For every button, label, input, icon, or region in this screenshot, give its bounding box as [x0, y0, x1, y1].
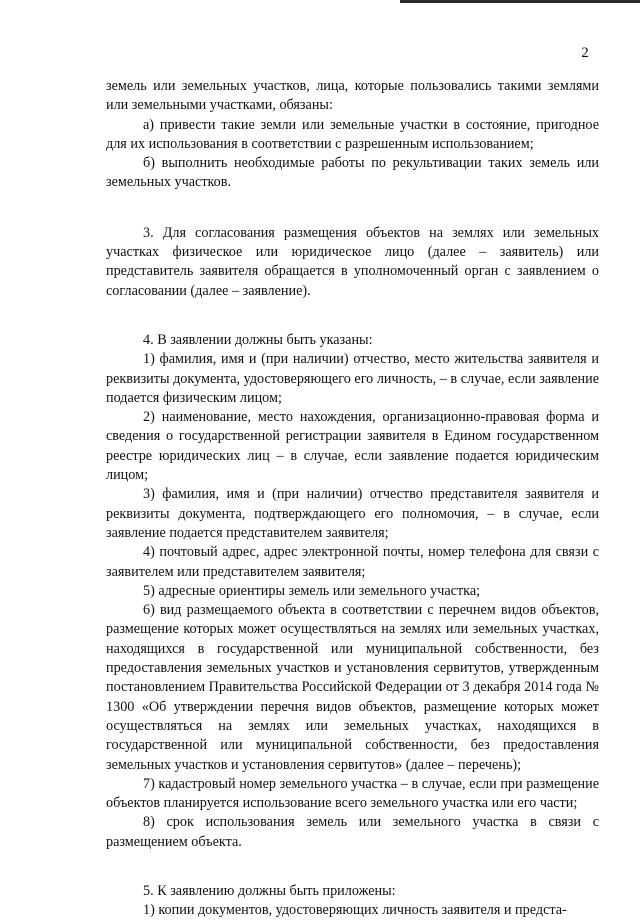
section-4-item-7: 7) кадастровый номер земельного участка – в случае, если при размещение объектов планируется использование всего земельного участка или его части; — [106, 775, 599, 812]
section-3: 3. Для согласования размещения объектов на землях или земельных участках физическое или юридическое лицо (далее – заявитель) или представитель заявителя обращается в уполномоченный орган с заявлением о согласовании (далее – заявление). — [106, 224, 599, 299]
scan-edge-line — [400, 0, 640, 3]
page-number: 2 — [581, 45, 589, 61]
section-gap — [106, 852, 599, 882]
section-4-item-5: 5) адресные ориентиры земель или земельного участка; — [143, 582, 481, 599]
section-4-item-4: 4) почтовый адрес, адрес электронной почты, номер телефона для связи с заявителем или представителем заявителя; — [106, 544, 599, 580]
section-gap — [106, 193, 599, 224]
section-4-item-1: 1) фамилия, имя и (при наличии) отчество, место жительства заявителя и реквизиты документа, удостоверяющего его личность, – в случае, если заявление подается физическим лицом; — [106, 351, 599, 406]
section-4-item-6: 6) вид размещаемого объекта в соответствии с перечнем видов объектов, размещение которых может осуществляться на землях или земельных участках, находящихся в государственной или муниципальной собственности, без предоставления земельных участков и установления сервитутов, утвержденным постановлением Правительства Российской Федерации от 3 декабря 2014 года № 1300 «Об утверждении перечня видов объектов, размещение которых может осуществляться на землях или земельных участках, находящихся в государственной или муниципальной собственности, без предоставления земельных участков и установления сервитутов» (далее – перечень); — [106, 602, 599, 773]
section-4-heading: 4. В заявлении должны быть указаны: — [143, 331, 373, 348]
section-gap — [106, 301, 599, 331]
section-5-item-1: 1) копии документов, удостоверяющих личность заявителя и предста- — [143, 902, 567, 919]
paragraph-item-a: а) привести такие земли или земельные участки в состояние, пригодное для их использования в соответствии с разрешенным использованием; — [106, 116, 599, 152]
document-body — [106, 77, 599, 921]
section-5-heading: 5. К заявлению должны быть приложены: — [143, 882, 396, 899]
paragraph-continuation: земель или земельных участков, лица, которые пользовались такими землями или земельными участками, обязаны: — [106, 78, 599, 114]
section-4-item-8: 8) срок использования земель или земельного участка в связи с размещением объекта. — [106, 814, 599, 850]
section-4-item-2: 2) наименование, место нахождения, организационно-правовая форма и сведения о государственной регистрации заявителя в Едином государственном реестре юридических лиц – в случае, если заявление подается юридическим лицом; — [106, 409, 599, 484]
section-4-item-3: 3) фамилия, имя и (при наличии) отчество представителя заявителя и реквизиты документа, подтверждающего его полномочия, – в случае, если заявление подается представителем заявителя; — [106, 486, 599, 541]
paragraph-item-b: б) выполнить необходимые работы по рекультивации таких земель или земельных участков. — [106, 155, 599, 191]
